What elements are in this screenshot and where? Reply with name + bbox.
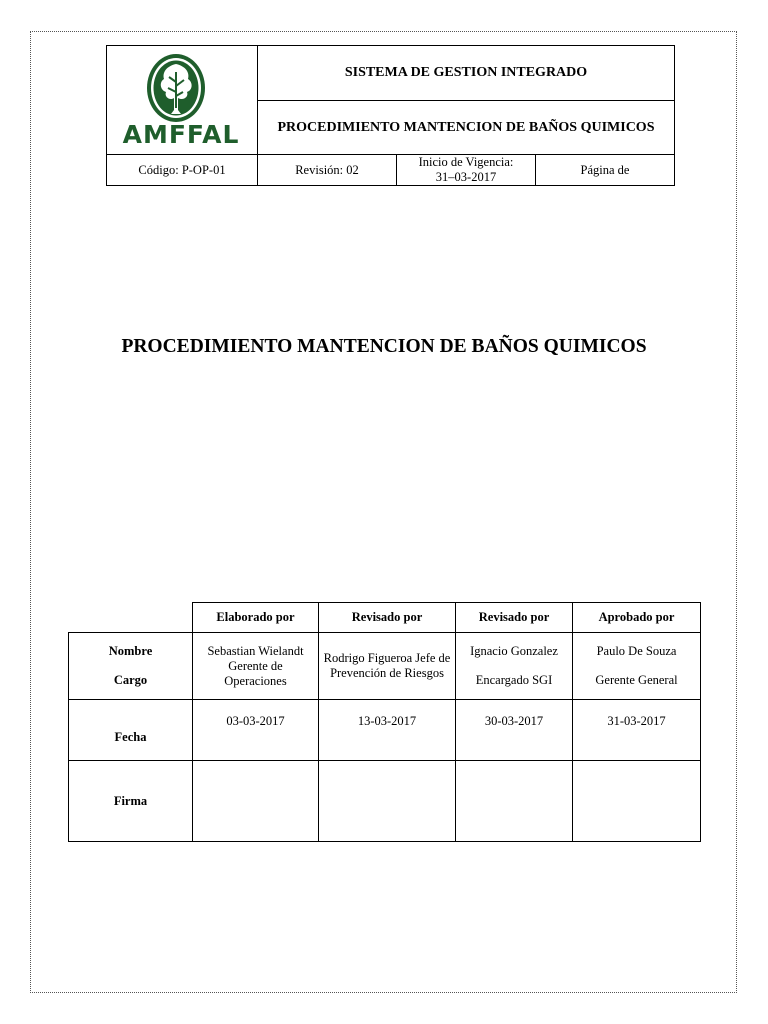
person-role: Gerente de: [228, 658, 283, 673]
person-cell: [456, 633, 573, 700]
page-number: Página de: [536, 155, 675, 186]
validity-date: 31–03-2017: [435, 170, 497, 184]
column-header: Revisado por: [456, 603, 573, 633]
signature-table: [68, 602, 701, 842]
date-cell: 31-03-2017: [573, 700, 701, 761]
person-role: Gerente General: [595, 673, 678, 687]
signature-row: [69, 761, 701, 842]
page-title: PROCEDIMIENTO MANTENCION DE BAÑOS QUIMICOS: [121, 336, 647, 357]
person-role: Encargado SGI: [475, 673, 553, 687]
date-cell: 03-03-2017: [193, 700, 319, 761]
date-cell: 13-03-2017: [319, 700, 456, 761]
system-title: SISTEMA DE GESTION INTEGRADO: [258, 46, 675, 101]
signature-field: [456, 761, 573, 842]
date-cell: 30-03-2017: [456, 700, 573, 761]
person-cell: [319, 633, 456, 700]
person-name: Paulo De Souza: [596, 644, 677, 658]
tree-emblem-icon: [145, 52, 207, 124]
column-header: Aprobado por: [573, 603, 701, 633]
row-label-name: Nombre: [108, 644, 153, 658]
person-name: Ignacio Gonzalez: [470, 644, 558, 658]
document-header: [106, 45, 675, 186]
row-label-name-role: [69, 633, 193, 700]
document-code: Código: P-OP-01: [107, 155, 258, 186]
row-label-date: Fecha: [69, 700, 193, 761]
procedure-title: PROCEDIMIENTO MANTENCION DE BAÑOS QUIMICOS: [258, 101, 675, 155]
person-name: Sebastian Wielandt: [207, 643, 304, 658]
logo-cell: [107, 46, 258, 155]
validity-label: Inicio de Vigencia:: [418, 155, 514, 169]
row-label-signature: Firma: [69, 761, 193, 842]
person-cell: [193, 633, 319, 700]
validity-start: [397, 155, 536, 186]
signature-field: [193, 761, 319, 842]
column-header: Elaborado por: [193, 603, 319, 633]
empty-corner: [69, 603, 193, 633]
logo-wordmark: AMFFAL: [122, 120, 240, 149]
person-role: Operaciones: [224, 673, 287, 688]
signature-field: [319, 761, 456, 842]
company-logo: [107, 46, 257, 154]
row-label-role: Cargo: [113, 673, 148, 687]
revision-number: Revisión: 02: [258, 155, 397, 186]
name-role-row: [69, 633, 701, 700]
person-name: Rodrigo Figueroa Jefe de: [323, 651, 451, 665]
signature-header-row: [69, 603, 701, 633]
date-row: [69, 700, 701, 761]
person-role: Prevención de Riesgos: [330, 666, 444, 680]
person-cell: [573, 633, 701, 700]
signature-field: [573, 761, 701, 842]
column-header: Revisado por: [319, 603, 456, 633]
